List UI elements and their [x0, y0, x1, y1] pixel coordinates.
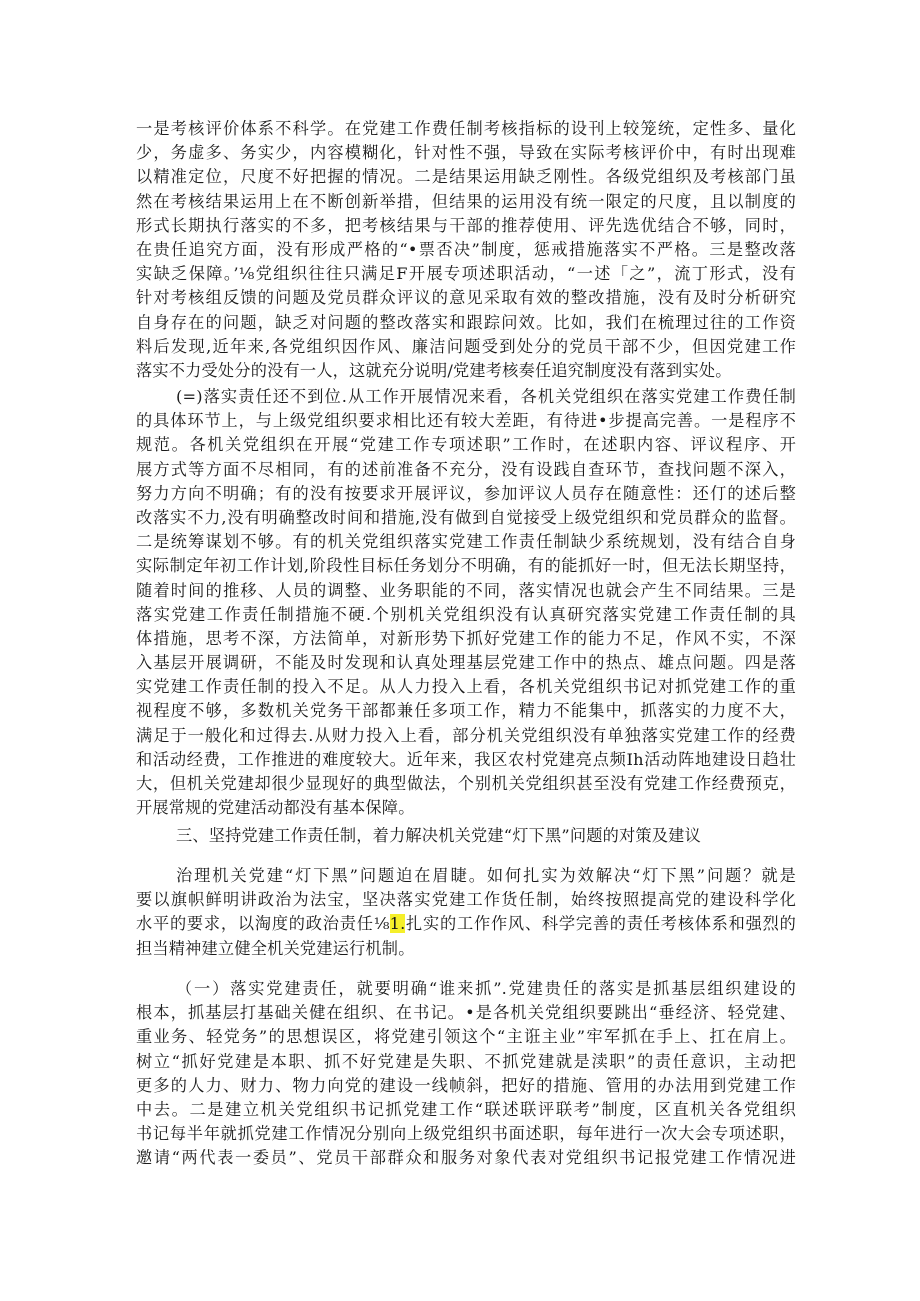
text-line: 视程度不够，多数机关党务干部都兼任多项工作，精力不能集中，抓落实的力度不大，: [136, 701, 796, 721]
text-line: 书记每半年就抓党建工作情况分别向上级党组织书面述职，每年进行一次大会专项述职，: [136, 1124, 796, 1144]
text-line: 治理机关党建“灯下黑”问题迫在眉睫。如何扎实为效解决“灯下黑”问题？就是: [176, 866, 796, 885]
text-segment: 扎实的工作作风、科学完善的责任考核体系和强烈的: [405, 914, 796, 934]
paragraph-who-manages: [136, 977, 796, 1171]
text-line: 开展常规的党建活动都没有基本保障。: [136, 798, 415, 818]
text-line: 要以旗帜鲜明讲政治为法宝，坚决落实党建工作货任制，始终按照提高党的建设科学化: [136, 890, 796, 910]
text-line: 料后发现,近年来,各党组织因作风、廉洁问题受到处分的党员干部不少，但因党建工作: [136, 336, 796, 356]
text-line: 和活动经费，工作推进的难度较大。近年来，我区农村党建亮点频Ih活动阵地建设日趋壮: [136, 749, 796, 769]
text-line: 改落实不力,没有明确整改时间和措施,没有做到自觉接受上级党组织和党员群众的监督。: [136, 507, 796, 527]
text-line: 以精准定位，尺度不好把握的情况。二是结果运用缺乏刚性。各级党组织及考核部门虽: [136, 167, 796, 187]
text-line: 针对考核组反馈的问题及党员群众评议的意见采取有效的整改措施，没有及时分析研究: [136, 288, 796, 308]
text-line: 中去。二是建立机关党组织书记抓党建工作“联述联评联考”制度，区直机关各党组织: [136, 1099, 796, 1119]
text-line: 根本，抓基层打基础关健在组织、在书记。•是各机关党组织要跳出“垂经济、轻党建、: [136, 1003, 796, 1023]
text-line: 形式长期执行落实的不多，把考核结果与干部的推荐使用、评先选优结合不够，同时，: [136, 215, 796, 235]
text-line: 展方式等方面不尽相同，有的述前准备不充分，没有设践自查环节，查找问题不深入，: [136, 459, 796, 479]
text-line: 实际制定年初工作计划,阶段性目标任务划分不明确，有的能抓好一时，但无法长期坚持，: [136, 556, 796, 576]
section-heading: [136, 824, 796, 848]
text-line: 努力方向不明确；有的没有按要求开展评议，参加评议人员存在随意性：还仃的述后整: [136, 483, 796, 503]
text-line: 规范。各机关党组织在开展“党建工作专项述职”工作时，在述职内容、评议程序、开: [136, 435, 796, 455]
text-line: 邀请“两代表一委员”、党员干部群众和服务对象代表对党组织书记报党建工作情况进: [136, 1148, 796, 1168]
text-line: 落实党建工作责任制措施不硬.个别机关党组织没有认真研究落实党建工作责任制的具: [136, 604, 796, 624]
text-line: (=)落实责任还不到位.从工作开展情况来看，各机关党组织在落实党建工作费任制: [176, 387, 796, 406]
text-line: 二是统筹谋划不够。有的机关党组织落实党建工作责任制缺少系统规划，没有结合自身: [136, 532, 796, 552]
text-line: 实缺乏保障。’⅛党组织往往只满足F开展专项述职活动，“一述「之”，流丁形式，没有: [136, 264, 796, 284]
paragraph-governance-intro: [136, 864, 796, 961]
text-line-with-highlight: [136, 912, 796, 936]
section-heading-text: 三、坚持党建工作责任制，着力解决机关党建“灯下黑”问题的对策及建议: [176, 826, 701, 845]
text-line: 的具体环节上，与上级党组织要求相比还有较大差距，有待进•步提高完善。一是程序不: [136, 411, 796, 431]
text-segment: 水平的要求，以淘度的政治责任⅛: [136, 914, 390, 934]
text-line: 重业务、轻党务”的思想误区，将党建引领这个“主诳主业”牢军抓在手上、扛在肩上。: [136, 1027, 796, 1047]
text-line: 体措施，思考不深，方法简单，对新形势下抓好党建工作的能力不足，作风不实，不深: [136, 628, 796, 648]
highlighted-text: 1.: [389, 914, 406, 934]
text-line: 在贵任追究方面，没有形成严格的“•票否决”制度，惩戒措施落实不严格。三是整改落: [136, 239, 796, 259]
text-line: 担当精神建立健全机关党建运行机制。: [136, 938, 415, 958]
text-line: 一是考核评价体系不科学。在党建工作费任制考核指标的设刊上较笼统，定性多、量化: [136, 119, 796, 138]
text-line: 实党建工作责任制的投入不足。从人力投入上看，各机关党组织书记对抓党建工作的重: [136, 677, 796, 697]
paragraph-assessment-system: [136, 117, 796, 383]
text-line: （一）落实党建责任，就要明确“谁来抓”.党建贵任的落实是抓基层组织建设的: [176, 979, 796, 998]
text-line: 少，务虚多、务实少，内容模糊化，针对性不强，导致在实际考核评价中，有时出现难: [136, 143, 796, 163]
text-line: 满足于一般化和过得去.从财力投入上看，部分机关党组织没有单独落实党建工作的经费: [136, 725, 796, 745]
text-line: 大，但机关党建却很少显现好的典型做法，个别机关党组织甚至没有党建工作经费预克，: [136, 774, 796, 793]
text-line: 入基层开展调研，不能及时发现和认真处理基层党建工作中的热点、雄点问题。四是落: [136, 653, 796, 673]
paragraph-responsibility-implementation: [136, 385, 796, 820]
text-line: 更多的人力、财力、物力向党的建设一线帧斜，把好的措施、管用的办法用到党建工作: [136, 1075, 796, 1095]
text-line: 自身存在的问题，缺乏对问题的整改落实和跟踪问效。比如，我们在梳理过往的工作资: [136, 312, 796, 332]
text-line: 树立“抓好党建是本职、抓不好党建是失职、不抓党建就是渎职”的责任意识，主动把: [136, 1051, 796, 1071]
text-line: 随着时间的推移、人员的调整、业务职能的不同，落实情况也就会产生不同结果。三是: [136, 580, 796, 600]
text-line: 然在考核结果运用上在不断创新举措，但结果的运用没有统一限定的尺度，且以制度的: [136, 191, 796, 211]
text-line: 落实不力受处分的没有一人，这就充分说明/党建考核奏任追究制度没有落到实处。: [136, 360, 732, 380]
